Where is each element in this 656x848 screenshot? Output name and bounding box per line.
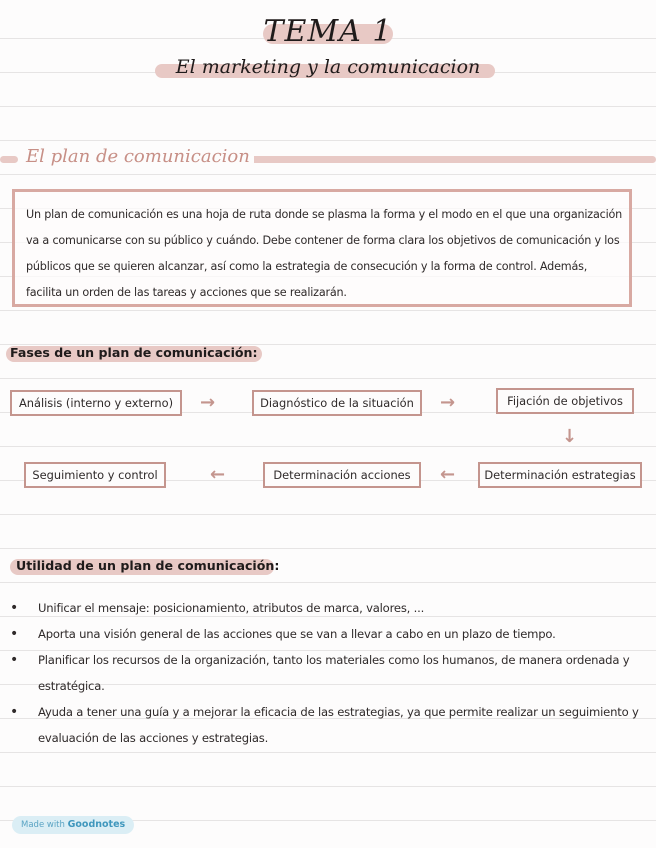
heading-line-left (0, 156, 18, 163)
bullet-icon: • (10, 652, 19, 668)
list-item: Unificar el mensaje: posicionamiento, atributos de marca, valores, ... (38, 601, 425, 615)
bullet-icon: • (10, 704, 19, 720)
goodnotes-badge (12, 816, 134, 834)
phases-heading: Fases de un plan de comunicación: (10, 345, 258, 360)
arrow-left-icon: ← (440, 464, 456, 485)
phase-step: Seguimiento y control (24, 462, 166, 488)
list-item: Aporta una visión general de las acciones que se van a llevar a cabo en un plazo de tiempo. (38, 627, 556, 641)
section-heading: El plan de comunicacion (22, 146, 254, 167)
phase-step: Determinación estrategias (478, 462, 642, 488)
badge-prefix: Made with (21, 820, 65, 830)
badge-brand: Goodnotes (67, 819, 126, 830)
phase-step: Análisis (interno y externo) (10, 390, 182, 416)
list-item: Ayuda a tener una guía y a mejorar la eficacia de las estrategias, ya que permite realizar un seguimiento y evaluación de las acciones y estrategias. (38, 705, 639, 745)
phase-step: Determinación acciones (263, 462, 421, 488)
bullet-icon: • (10, 626, 19, 642)
arrow-down-icon: ↓ (562, 426, 578, 447)
arrow-left-icon: ← (210, 464, 226, 485)
page-title: TEMA 1 (263, 14, 393, 49)
arrow-right-icon: → (440, 392, 456, 413)
page-subtitle: El marketing y la comunicacion (175, 56, 481, 78)
bullet-icon: • (10, 600, 19, 616)
definition-text: Un plan de comunicación es una hoja de ruta donde se plasma la forma y el modo en el que una organización va a comunicarse con su público y cuándo. Debe contener de forma clara los objetivos de comunicación y los públicos que se quieren alcanzar, así como la estrategia de consecución y la forma de control. Además, facilita un orden de las tareas y acciones que se realizarán. (26, 208, 623, 299)
utility-heading: Utilidad de un plan de comunicación: (16, 558, 280, 573)
heading-line-right (240, 156, 656, 163)
list-item: Planificar los recursos de la organización, tanto los materiales como los humanos, de manera ordenada y estratégica. (38, 653, 630, 693)
phase-step: Diagnóstico de la situación (252, 390, 422, 416)
phase-step: Fijación de objetivos (496, 388, 634, 414)
arrow-right-icon: → (200, 392, 216, 413)
